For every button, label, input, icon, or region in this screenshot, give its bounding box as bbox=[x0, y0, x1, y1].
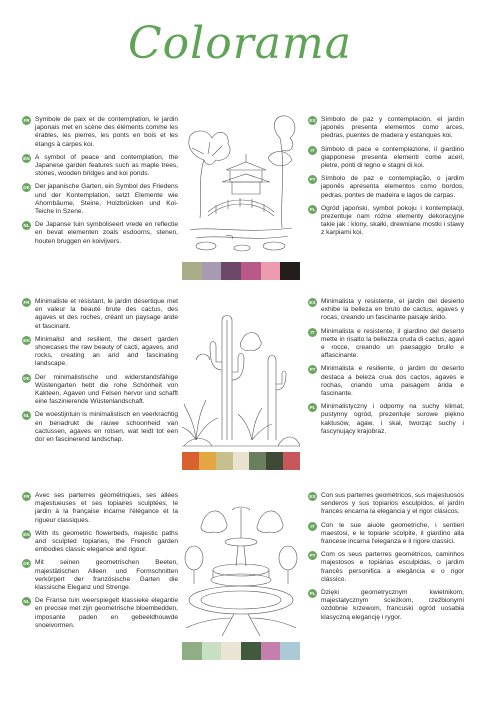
entry-text: Simbolo di pace e contemplazione, il giardino giapponese presenta elementi come aceri, pietre, ponti di legno e stagni di koi. bbox=[321, 145, 464, 170]
color-palette bbox=[182, 642, 300, 660]
entry bbox=[22, 221, 178, 246]
entry bbox=[308, 522, 464, 547]
entry bbox=[308, 298, 464, 323]
color-swatch bbox=[199, 452, 216, 470]
language-badge: NL bbox=[23, 413, 30, 419]
language-badge: ES bbox=[309, 494, 316, 499]
entry bbox=[308, 365, 464, 398]
language-badge: PT bbox=[309, 177, 316, 183]
entry-text: De woestijntuin is minimalistisch en veerkrachtig en benadrukt de rauwe schoonheid van cactussen, agaves en rotsen, wat leidt tot een dor en fascinerend landschap. bbox=[35, 411, 178, 444]
entry bbox=[22, 183, 178, 216]
color-swatch bbox=[249, 452, 266, 470]
text-column-left bbox=[22, 116, 178, 251]
entry bbox=[308, 328, 464, 361]
language-badge: FR bbox=[23, 494, 30, 499]
color-swatch bbox=[182, 642, 202, 660]
entry bbox=[308, 492, 464, 517]
entry bbox=[308, 175, 464, 200]
color-palette bbox=[182, 262, 300, 280]
color-swatch bbox=[261, 262, 281, 280]
entry-text: Com os seus parterres geométricos, caminhos majestosos e topiárias esculpidas, o jardim francês personifica a elegância e o rigor clássico. bbox=[321, 551, 464, 583]
entry bbox=[308, 116, 464, 141]
entry bbox=[22, 336, 178, 369]
entry-text: De Franse tuin weerspiegelt klassieke elegantie en precisie met zijn geometrische bloembedden, imposante paden en gebeeldhouwde snoeivormen. bbox=[35, 597, 178, 629]
color-swatch bbox=[233, 452, 250, 470]
color-swatch bbox=[182, 452, 199, 470]
color-swatch bbox=[221, 642, 241, 660]
illustration-japanese-garden bbox=[182, 108, 300, 256]
language-badge: DE bbox=[23, 185, 30, 191]
entry-text: Ogród japoński, symbol pokoju i kontemplacji, prezentuje nam różne elementy dekoracyjne takie jak : klony, skałki, drewniane mostki i stawy z karpiami koi. bbox=[321, 204, 464, 237]
color-swatch bbox=[241, 642, 261, 660]
entry bbox=[22, 530, 178, 555]
text-column-left bbox=[22, 298, 178, 449]
entry bbox=[22, 116, 178, 149]
color-swatch bbox=[283, 452, 300, 470]
language-badge: EN bbox=[23, 155, 30, 161]
color-swatch bbox=[216, 452, 233, 470]
entry-text: Minimalistyczny i odporny na suchy klimat, pustynny ogród, prezentuje surowe piękno kaktusów, agaw, i skał, tworząc suchy i fascynujący krajobraz. bbox=[321, 403, 464, 435]
entry-text: Minimalista e resiliente, o jardim do deserto destaca a beleza crua dos cactos, agaves e rochas, criando uma paisagem árida e fascinante. bbox=[321, 365, 464, 398]
language-badge: NL bbox=[23, 223, 30, 229]
color-swatch bbox=[280, 262, 300, 280]
entry-text: Minimalista e resistente, il giardino del deserto mette in risalto la bellezza cruda di cactus, agavi e rocce, creando un paesaggio brullo e affascinante. bbox=[321, 327, 464, 360]
entry-text: A symbol of peace and contemplation, the Japanese garden features such as maple trees, stones, wooden bridges and koi ponds. bbox=[35, 153, 178, 178]
entry bbox=[308, 551, 464, 584]
color-swatch bbox=[182, 262, 202, 280]
japanese-garden-drawing bbox=[182, 108, 300, 256]
desert-garden-drawing bbox=[182, 300, 300, 448]
color-swatch bbox=[202, 262, 222, 280]
page-title: Colorama bbox=[128, 18, 352, 69]
text-column-right bbox=[308, 298, 464, 441]
language-badge: IT bbox=[308, 146, 317, 155]
language-badge: ES bbox=[309, 118, 316, 123]
language-badge: PL bbox=[309, 591, 316, 597]
language-badge: DE bbox=[23, 375, 30, 381]
entry-text: Minimalist and resilient, the desert garden showcases the raw beauty of cacti, agaves, and rocks, creating an arid and fascinating landscape. bbox=[35, 335, 178, 368]
language-badge: PT bbox=[309, 553, 316, 559]
entry bbox=[308, 403, 464, 436]
entry-text: Symbole de paix et de contemplation, le jardin japonais met en scène des éléments comme les érables, les pierres, les ponts en bois et les étangs à carpes koi. bbox=[35, 116, 178, 148]
color-swatch bbox=[241, 262, 261, 280]
french-garden-drawing bbox=[182, 488, 300, 636]
entry bbox=[308, 146, 464, 171]
color-palette bbox=[182, 452, 300, 470]
language-badge: FR bbox=[23, 118, 30, 123]
entry bbox=[22, 492, 178, 525]
color-swatch bbox=[266, 452, 283, 470]
entry-text: Mit seinen geometrischen Beeten, majestätischen Alleen und Formschnitten verkörpert der französische Garten die klassische Eleganz und Strenge. bbox=[35, 559, 178, 592]
entry bbox=[22, 559, 178, 592]
language-badge: IT bbox=[308, 522, 317, 531]
color-swatch bbox=[261, 642, 281, 660]
language-badge: PT bbox=[309, 367, 316, 373]
entry bbox=[22, 374, 178, 407]
illustration-french-garden bbox=[182, 488, 300, 636]
text-column-right bbox=[308, 116, 464, 243]
entry bbox=[22, 597, 178, 630]
entry bbox=[308, 205, 464, 238]
color-swatch bbox=[221, 262, 241, 280]
language-badge: DE bbox=[23, 561, 30, 567]
language-badge: EN bbox=[23, 531, 30, 537]
text-column-left bbox=[22, 492, 178, 635]
language-badge: IT bbox=[308, 328, 317, 337]
language-badge: PL bbox=[309, 405, 316, 411]
entry-text: De Japanse tuin symboliseert vrede en reflectie en bevat elementen zoals esdoorns, stenen, houten bruggen en koivijvers. bbox=[35, 221, 178, 245]
language-badge: FR bbox=[23, 300, 30, 305]
entry-text: With its geometric flowerbeds, majestic paths and sculpted topiaries, the French garden embodies classic elegance and rigour. bbox=[35, 529, 178, 554]
language-badge: NL bbox=[23, 599, 30, 605]
entry-text: Símbolo de paz y contemplación, el jardín japonés presenta elementos como arces, piedras, puentes de madera y estanques koi. bbox=[321, 116, 464, 140]
language-badge: EN bbox=[23, 337, 30, 343]
entry-text: Símbolo de paz e contemplação, o jardim japonês apresenta elementos como bordos, pedras, pontes de madeira e lagos de carpas. bbox=[321, 175, 464, 199]
color-swatch bbox=[202, 642, 222, 660]
text-column-right bbox=[308, 492, 464, 627]
language-badge: PL bbox=[309, 206, 316, 212]
entry-text: Con sus parterres geométricos, sus majestuosos senderos y sus topiarios esculpidos, el jardín francés encarna la elegancia y el rigor clásicos. bbox=[321, 492, 464, 516]
language-badge: ES bbox=[309, 300, 316, 305]
entry bbox=[308, 589, 464, 622]
entry-text: Der minimalistische und widerstandsfähige Wüstengarten hebt die rohe Schönheit von Kakteen, Agaven und Felsen hervor und schafft eine faszinierende Wüstenlandschaft. bbox=[35, 373, 178, 406]
entry bbox=[22, 411, 178, 444]
entry-text: Con le sue aiuole geometriche, i sentieri maestosi, e le topiarie scolpite, il giardino alla francese incarna l'eleganza e il rigore classici. bbox=[321, 521, 464, 546]
illustration-desert-garden bbox=[182, 300, 300, 448]
entry-text: Der japanische Garten, ein Symbol des Friedens und der Kontemplation, setzt Elemente wie Ahornbäume, Steine, Holzbrücken und Koi-Teiche in Szene. bbox=[35, 183, 178, 216]
entry bbox=[22, 298, 178, 331]
entry-text: Avec ses parterres géométriques, ses allées majestueuses et ses topiaires sculptées, le jardin à la française incarne l'élégance et la rigueur classiques. bbox=[35, 492, 178, 524]
entry-text: Minimalista y resistente, el jardín del desierto exhibe la belleza en bruto de cactus, agaves y rocas, creando un fascinante paisaje árido. bbox=[321, 298, 464, 322]
color-swatch bbox=[280, 642, 300, 660]
entry-text: Minimaliste et résistant, le jardin désertique met en valeur la beauté brute des cactus, des agaves et des roches, créant un paysage aride et fascinant. bbox=[35, 298, 178, 330]
entry-text: Dzięki geometrycznym kwietnikom, majestatycznym ścieżkom, rzeźbionymi ozdobnie krzewom, francuski ogród uosabia klasyczną elegancję i rygor. bbox=[321, 589, 464, 621]
entry bbox=[22, 154, 178, 179]
